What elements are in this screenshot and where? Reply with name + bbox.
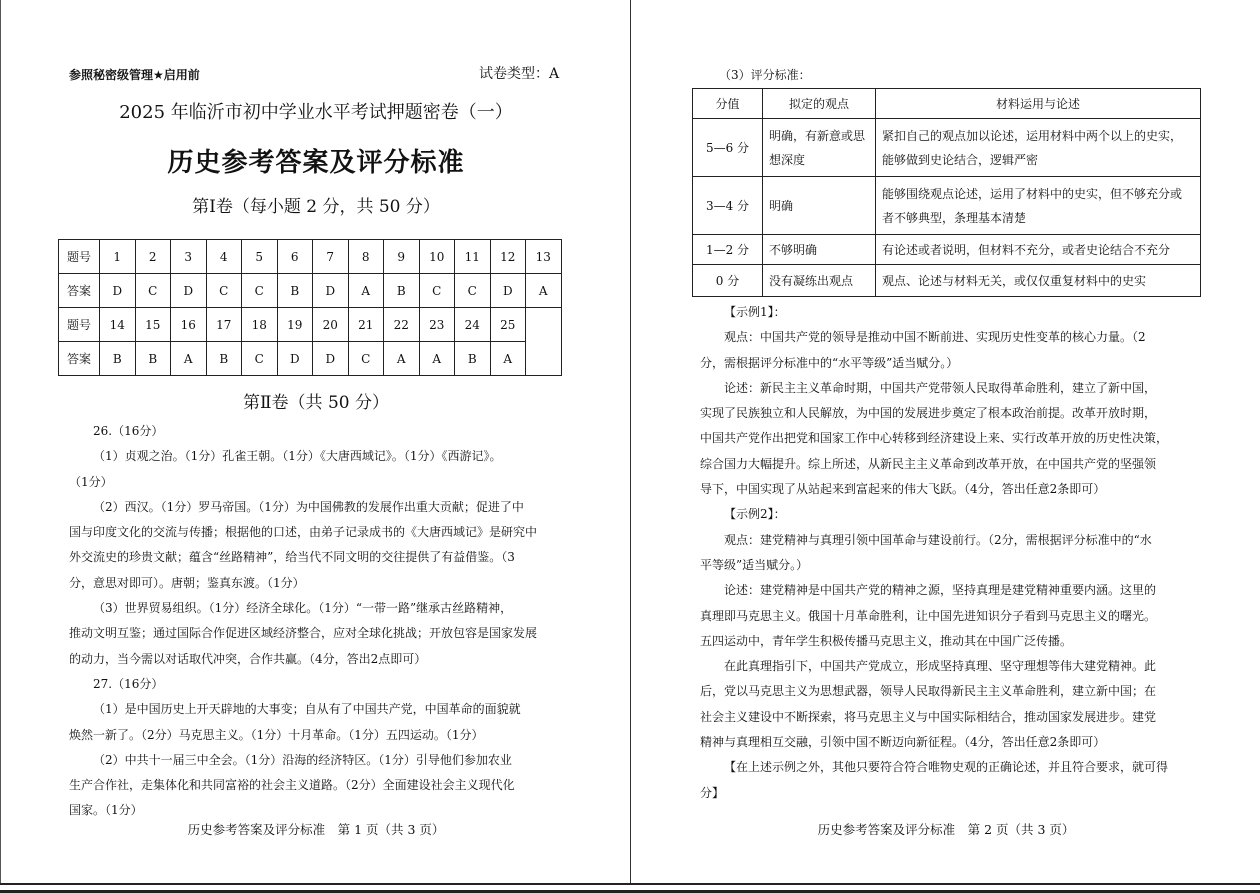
text-line: 在此真理指引下，中国共产党成立，形成坚持真理、坚守理想等伟大建党精神。此 xyxy=(724,659,1157,674)
text-line: 外交流史的珍贵文献；蕴含“丝路精神”，给当代不同文明的交往提供了有益借鉴。（3 xyxy=(69,550,515,565)
text-line: 社会主义建设中不断探索，将马克思主义与中国实际相结合，推动国家发展进步。建党 xyxy=(700,709,1157,724)
answer-cell: A xyxy=(348,274,384,308)
question-number: 11 xyxy=(455,240,491,274)
text-line: 后，党以马克思主义为思想武器，领导人民取得新民主主义革命胜利，建立新中国；在 xyxy=(700,684,1157,699)
table-row xyxy=(59,308,562,342)
exam-title: 2025 年临沂市初中学业水平考试押题密卷（一） xyxy=(119,102,513,123)
answer-cell: C xyxy=(419,274,455,308)
answer-cell: D xyxy=(490,274,526,308)
row-label-answer: 答案 xyxy=(59,342,100,376)
section1-title: 第Ⅰ卷（每小题 2 分，共 50 分） xyxy=(192,197,440,217)
question-number: 2 xyxy=(135,240,171,274)
view-cell: 明确 xyxy=(763,177,876,235)
table-row xyxy=(693,89,1201,119)
table-row xyxy=(693,265,1201,297)
text-line: 推动文明互鉴；通过国际合作促进区域经济整合，应对全球化挑战；开放包容是国家发展 xyxy=(69,626,538,641)
text-line: 国与印度文化的交流与传播；根据他的口述，由弟子记录成书的《大唐西域记》是研究中 xyxy=(69,525,538,540)
question-number: 20 xyxy=(313,308,349,342)
table-row xyxy=(693,235,1201,265)
text-line: 分】 xyxy=(700,785,725,800)
text-line: 生产合作社，走集体化和共同富裕的社会主义道路。（2分）全面建设社会主义现代化 xyxy=(69,778,515,793)
text-line: 论述：建党精神是中国共产党的精神之源，坚持真理是建党精神重要内涵。这里的 xyxy=(724,583,1157,598)
question-number: 1 xyxy=(100,240,136,274)
question-number: 21 xyxy=(348,308,384,342)
section2-title: 第Ⅱ卷（共 50 分） xyxy=(243,393,389,413)
description-cell xyxy=(876,119,1201,177)
text-line: （1）贞观之治。（1分）孔雀王朝。（1分）《大唐西域记》。（1分）《西游记》。 xyxy=(93,449,502,464)
table-row xyxy=(693,119,1201,177)
text-line: 实现了民族独立和人民解放，为中国的发展进步奠定了根本政治前提。改革开放时期， xyxy=(700,406,1157,421)
text-line: 论述：新民主主义革命时期，中国共产党带领人民取得革命胜利，建立了新中国， xyxy=(724,380,1157,395)
text-line: 中国共产党作出把党和国家工作中心转移到经济建设上来、实行改革开放的历史性决策， xyxy=(700,431,1169,446)
answer-cell: B xyxy=(384,274,420,308)
answer-cell: B xyxy=(135,342,171,376)
question-number: 22 xyxy=(384,308,420,342)
answer-table xyxy=(58,239,562,376)
description-cell: 有论述或者说明，但材料不充分，或者史论结合不充分 xyxy=(876,235,1201,265)
text-line: 精神与真理相互交融，引领中国不断迈向新征程。（4分，答出任意2条即可） xyxy=(700,735,1106,750)
header-description: 材料运用与论述 xyxy=(876,89,1201,119)
text-line: 五四运动中，青年学生积极传播马克思主义，推动其在中国广泛传播。 xyxy=(700,633,1073,648)
text-line: 分，需根据评分标准中的“水平等级”适当赋分。） xyxy=(700,355,959,370)
answer-cell: C xyxy=(242,274,278,308)
paper-type-label: 试卷类型：A xyxy=(479,66,560,82)
text-line: （1）是中国历史上开天辟地的大事变；自从有了中国共产党，中国革命的面貌就 xyxy=(93,702,521,717)
answer-cell: A xyxy=(526,274,562,308)
row-label-number: 题号 xyxy=(59,240,100,274)
left-page xyxy=(0,0,630,886)
description-line: 者不够典型，条理基本清楚 xyxy=(882,210,1027,225)
question-number: 18 xyxy=(242,308,278,342)
answer-cell: A xyxy=(490,342,526,376)
text-line: 观点：建党精神与真理引领中国革命与建设前行。（2分，需根据评分标准中的“水 xyxy=(724,532,1152,547)
question-number: 12 xyxy=(490,240,526,274)
description-line: 能够围绕观点论述，运用了材料中的史实，但不够充分或 xyxy=(882,186,1183,201)
question-header: 27.（16分） xyxy=(93,676,164,691)
view-line: 明确，有新意或思 xyxy=(769,128,866,143)
view-cell xyxy=(763,119,876,177)
answer-cell: D xyxy=(313,342,349,376)
text-line: （3）世界贸易组织。（1分）经济全球化。（1分）“一带一路”继承古丝路精神， xyxy=(93,601,513,616)
header-score: 分值 xyxy=(693,89,763,119)
answer-cell: B xyxy=(100,342,136,376)
answer-cell: D xyxy=(171,274,207,308)
left-answer-text xyxy=(69,419,569,824)
question-number: 4 xyxy=(206,240,242,274)
view-cell: 不够明确 xyxy=(763,235,876,265)
question-number: 7 xyxy=(313,240,349,274)
text-line: 【在上述示例之外，其他只要符合符合唯物史观的正确论述，并且符合要求，就可得 xyxy=(724,760,1169,775)
view-line: 想深度 xyxy=(769,152,806,167)
text-line: 焕然一新了。（2分）马克思主义。（1分）十月革命。（1分）五四运动。（1分） xyxy=(69,727,484,742)
table-row xyxy=(59,240,562,274)
text-line: （2）西汉。（1分）罗马帝国。（1分）为中国佛教的发展作出重大贡献；促进了中 xyxy=(93,499,524,514)
score-cell: 5—6 分 xyxy=(693,119,763,177)
question-number: 25 xyxy=(490,308,526,342)
description-cell xyxy=(876,177,1201,235)
text-line: 导下，中国实现了从站起来到富起来的伟大飞跃。（4分，答出任意2条即可） xyxy=(700,482,1106,497)
text-line: 真理即马克思主义。俄国十月革命胜利，让中国先进知识分子看到马克思主义的曙光。 xyxy=(700,608,1157,623)
answer-cell: A xyxy=(171,342,207,376)
question-number: 24 xyxy=(455,308,491,342)
answer-cell: B xyxy=(277,274,313,308)
right-answer-text xyxy=(700,300,1220,806)
text-line: 平等级”适当赋分。） xyxy=(700,557,809,572)
confidentiality-label: 参照秘密级管理★启用前 xyxy=(69,68,200,82)
question-number: 3 xyxy=(171,240,207,274)
text-line: 国家。（1分） xyxy=(69,803,143,818)
answer-cell: D xyxy=(277,342,313,376)
question-number: 19 xyxy=(277,308,313,342)
rubric-title: （3）评分标准： xyxy=(719,68,811,82)
right-page xyxy=(630,0,1260,886)
question-number: 10 xyxy=(419,240,455,274)
description-line: 能够做到史论结合，逻辑严密 xyxy=(882,152,1039,167)
document-title: 历史参考答案及评分标准 xyxy=(167,148,465,178)
text-line: （1分） xyxy=(69,474,113,489)
question-number: 6 xyxy=(277,240,313,274)
row-label-answer: 答案 xyxy=(59,274,100,308)
answer-cell: D xyxy=(313,274,349,308)
page-footer: 历史参考答案及评分标准 第 2 页（共 3 页） xyxy=(817,822,1075,837)
answer-cell: C xyxy=(348,342,384,376)
example-header: 【示例2】： xyxy=(724,507,786,522)
answer-cell: B xyxy=(206,342,242,376)
table-row xyxy=(59,342,562,376)
answer-cell: C xyxy=(206,274,242,308)
question-number: 13 xyxy=(526,240,562,274)
text-line: 分，意思对即可）。唐朝；鉴真东渡。（1分） xyxy=(69,575,305,590)
answer-cell: B xyxy=(455,342,491,376)
table-row xyxy=(59,274,562,308)
score-cell: 1—2 分 xyxy=(693,235,763,265)
question-number: 14 xyxy=(100,308,136,342)
bottom-border xyxy=(0,883,1260,893)
page-footer: 历史参考答案及评分标准 第 1 页（共 3 页） xyxy=(187,822,445,837)
answer-cell: C xyxy=(242,342,278,376)
question-number: 16 xyxy=(171,308,207,342)
question-header: 26.（16分） xyxy=(93,424,164,438)
question-number: 15 xyxy=(135,308,171,342)
text-line: 综合国力大幅提升。综上所述，从新民主主义革命到改革开放，在中国共产党的坚强领 xyxy=(700,456,1157,471)
answer-cell: A xyxy=(419,342,455,376)
score-cell: 3—4 分 xyxy=(693,177,763,235)
description-line: 紧扣自己的观点加以论述，运用材料中两个以上的史实， xyxy=(882,128,1183,143)
description-cell: 观点、论述与材料无关，或仅仅重复材料中的史实 xyxy=(876,265,1201,297)
question-number: 23 xyxy=(419,308,455,342)
row-label-number: 题号 xyxy=(59,308,100,342)
question-number: 8 xyxy=(348,240,384,274)
rubric-table xyxy=(692,88,1201,297)
score-cell: 0 分 xyxy=(693,265,763,297)
question-number: 5 xyxy=(242,240,278,274)
example-header: 【示例1】： xyxy=(724,305,786,319)
header-view: 拟定的观点 xyxy=(763,89,876,119)
table-row xyxy=(693,177,1201,235)
answer-cell: C xyxy=(455,274,491,308)
text-line: （2）中共十一届三中全会。（1分）沿海的经济特区。（1分）引导他们参加农业 xyxy=(93,752,512,767)
answer-cell: D xyxy=(100,274,136,308)
question-number: 9 xyxy=(384,240,420,274)
answer-cell: C xyxy=(135,274,171,308)
answer-cell: A xyxy=(384,342,420,376)
question-number: 17 xyxy=(206,308,242,342)
text-line: 的动力，当今需以对话取代冲突，合作共赢。（4分，答出2点即可） xyxy=(69,651,427,666)
text-line: 观点：中国共产党的领导是推动中国不断前进、实现历史性变革的核心力量。（2 xyxy=(724,330,1146,345)
view-cell: 没有凝练出观点 xyxy=(763,265,876,297)
empty-cell xyxy=(526,308,562,376)
